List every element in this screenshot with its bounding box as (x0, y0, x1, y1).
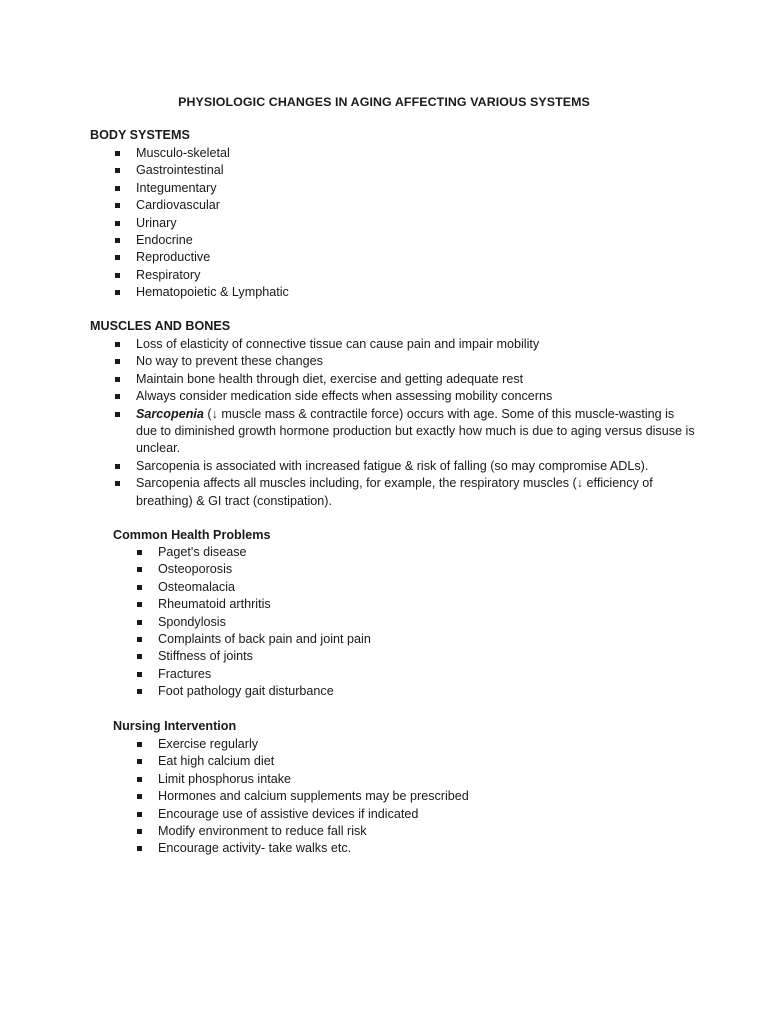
list-item: Osteomalacia (158, 579, 371, 596)
list-item: Reproductive (136, 249, 289, 266)
list-item: No way to prevent these changes (136, 353, 696, 370)
list-item: Sarcopenia affects all muscles including, for example, the respiratory muscles (↓ efficiency of breathing) & GI tract (constipation). (136, 475, 696, 510)
section-heading-nursing-intervention: Nursing Intervention (113, 719, 237, 733)
list-item: Osteoporosis (158, 561, 371, 578)
list-item: Endocrine (136, 232, 289, 249)
list-item: Exercise regularly (158, 736, 469, 753)
list-item: Hematopoietic & Lymphatic (136, 284, 289, 301)
document-title: PHYSIOLOGIC CHANGES IN AGING AFFECTING VARIOUS SYSTEMS (178, 95, 590, 109)
list-item: Encourage activity- take walks etc. (158, 840, 469, 857)
list-item: Hormones and calcium supplements may be prescribed (158, 788, 469, 805)
muscles-bones-list (136, 336, 696, 510)
list-item: Cardiovascular (136, 197, 289, 214)
list-item: Musculo-skeletal (136, 145, 289, 162)
section-heading-body-systems: BODY SYSTEMS (90, 128, 190, 142)
body-systems-list (136, 145, 289, 302)
nursing-intervention-list (158, 736, 469, 858)
list-item: Fractures (158, 666, 371, 683)
list-item: Eat high calcium diet (158, 753, 469, 770)
list-item: Complaints of back pain and joint pain (158, 631, 371, 648)
list-item: Integumentary (136, 180, 289, 197)
list-item: Urinary (136, 215, 289, 232)
list-item: Loss of elasticity of connective tissue can cause pain and impair mobility (136, 336, 696, 353)
list-item: Limit phosphorus intake (158, 771, 469, 788)
list-item: Foot pathology gait disturbance (158, 683, 371, 700)
list-item: Maintain bone health through diet, exercise and getting adequate rest (136, 371, 696, 388)
list-item: Gastrointestinal (136, 162, 289, 179)
list-item: Always consider medication side effects when assessing mobility concerns (136, 388, 696, 405)
list-item-sarcopenia (136, 406, 696, 458)
sarcopenia-description: (↓ muscle mass & contractile force) occurs with age. Some of this muscle-wasting is due to diminished growth hormone production but exactly how much is due to aging versus disuse is unclear. (136, 406, 695, 456)
list-item: Sarcopenia is associated with increased fatigue & risk of falling (so may compromise ADLs). (136, 458, 696, 475)
section-heading-muscles-and-bones: MUSCLES AND BONES (90, 319, 231, 333)
sarcopenia-term: Sarcopenia (136, 406, 204, 421)
list-item: Encourage use of assistive devices if indicated (158, 806, 469, 823)
list-item: Stiffness of joints (158, 648, 371, 665)
list-item: Modify environment to reduce fall risk (158, 823, 469, 840)
section-heading-common-health-problems: Common Health Problems (113, 528, 271, 542)
list-item: Respiratory (136, 267, 289, 284)
list-item: Paget's disease (158, 544, 371, 561)
common-health-problems-list (158, 544, 371, 701)
list-item: Spondylosis (158, 614, 371, 631)
list-item: Rheumatoid arthritis (158, 596, 371, 613)
